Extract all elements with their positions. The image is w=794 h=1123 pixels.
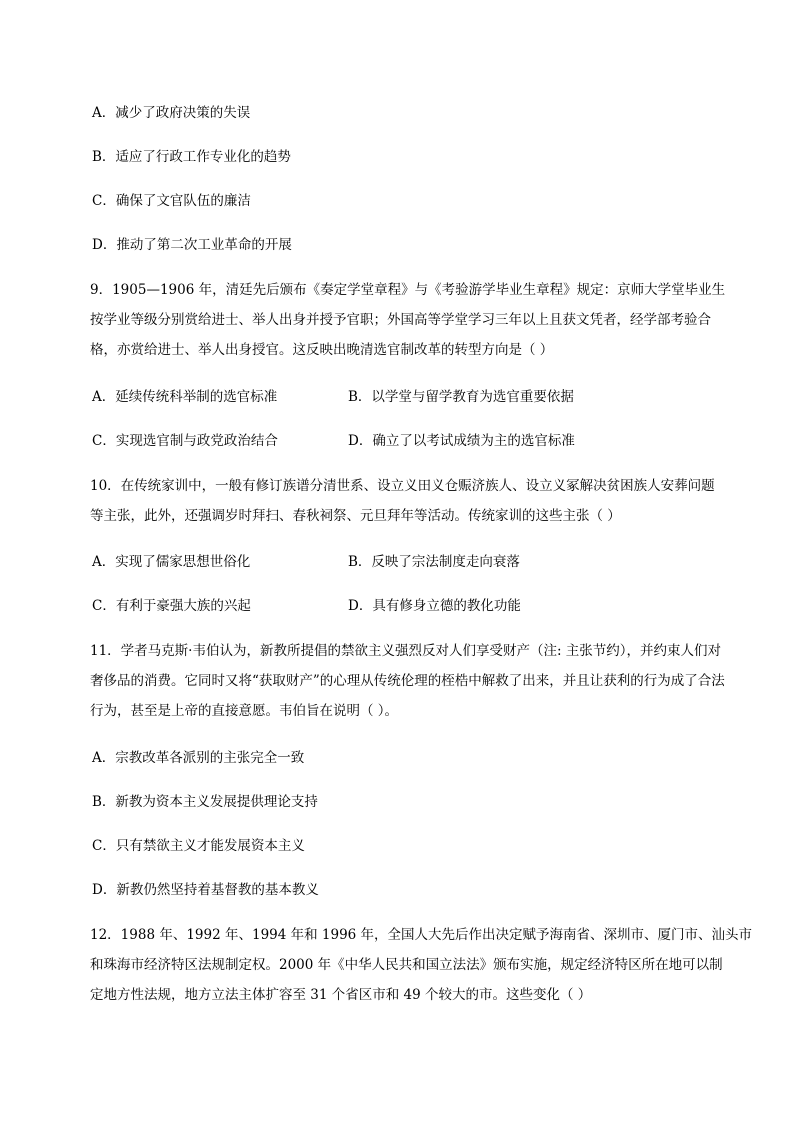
q8-option-a: A．减少了政府决策的失误 [92,105,251,121]
q9-option-a: A．延续传统科举制的选官标准 [92,389,278,405]
q11-stem-line-3: 行为，甚至是上帝的直接意愿。韦伯旨在说明（ ）。 [90,703,399,719]
q9-stem-line-1: 9．1905—1906 年，清廷先后颁布《奏定学堂章程》与《考验游学毕业生章程》规定：京师大学堂毕业生 [90,282,726,298]
q11-stem-line-1: 11．学者马克斯·韦伯认为，新教所提倡的禁欲主义强烈反对人们享受财产（注: 主张节约），并约束人们对 [90,643,722,659]
q11-option-c: C．只有禁欲主义才能发展资本主义 [92,838,305,854]
q10-stem-line-1: 10．在传统家训中，一般有修订族谱分清世系、设立义田义仓赈济族人、设立义冢解决贫困族人安葬问题 [90,478,715,494]
q9-option-d: D．确立了以考试成绩为主的选官标准 [348,433,575,449]
q9-stem-line-3: 格，亦赏给进士、举人出身授官。这反映出晚清选官制改革的转型方向是（ ） [90,342,554,358]
q8-option-b: B．适应了行政工作专业化的趋势 [92,149,291,165]
q8-option-c: C．确保了文官队伍的廉洁 [92,193,251,209]
q11-option-a: A．宗教改革各派别的主张完全一致 [92,750,305,766]
q12-stem-line-2: 和珠海市经济特区法规制定权。2000 年《中华人民共和国立法法》颁布实施，规定经济特区所在地可以制 [90,957,723,973]
q12-stem-line-3: 定地方性法规，地方立法主体扩容至 31 个省区市和 49 个较大的市。这些变化（ ） [90,987,592,1003]
q10-option-b: B．反映了宗法制度走向衰落 [348,554,520,570]
q10-option-a: A．实现了儒家思想世俗化 [92,554,251,570]
q9-option-b: B．以学堂与留学教育为选官重要依据 [348,389,574,405]
q9-option-c: C．实现选官制与政党政治结合 [92,433,278,449]
q10-stem-line-2: 等主张，此外，还强调岁时拜扫、春秋祠祭、元旦拜年等活动。传统家训的这些主张（ ） [90,508,621,524]
q11-option-d: D．新教仍然坚持着基督教的基本教义 [92,882,319,898]
q11-stem-line-2: 奢侈品的消费。它同时又将“获取财产”的心理从传统伦理的桎梏中解救了出来，并且让获利的行为成了合法 [90,673,725,689]
q8-option-d: D．推动了第二次工业革命的开展 [92,237,292,253]
q10-option-c: C．有利于豪强大族的兴起 [92,598,251,614]
q9-stem-line-2: 按学业等级分别赏给进士、举人出身并授予官职；外国高等学堂学习三年以上且获文凭者，经学部考验合 [90,312,711,328]
q10-option-d: D．具有修身立德的教化功能 [348,598,521,614]
q11-option-b: B．新教为资本主义发展提供理论支持 [92,794,318,810]
q12-stem-line-1: 12．1988 年、1992 年、1994 年和 1996 年，全国人大先后作出决定赋予海南省、深圳市、厦门市、汕头市 [90,927,753,943]
